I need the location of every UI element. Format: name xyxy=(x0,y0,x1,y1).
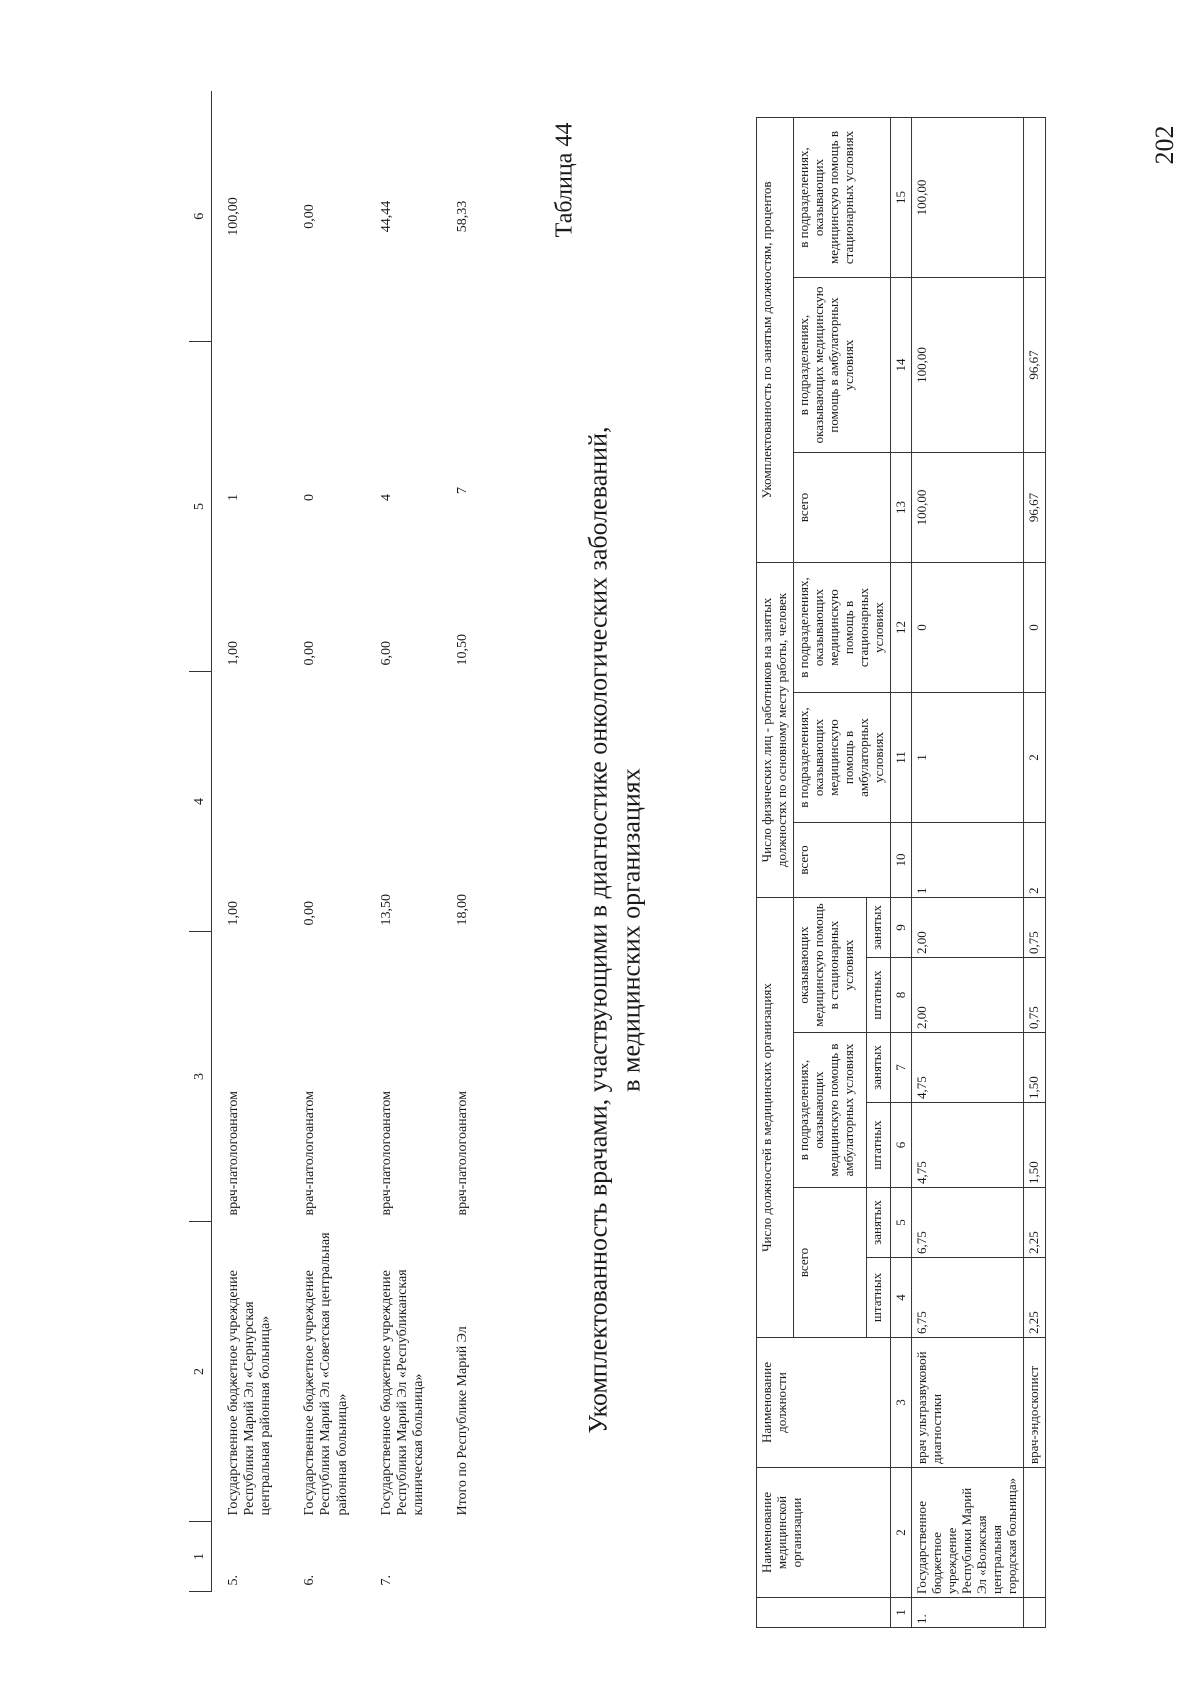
header-cell: 2 xyxy=(188,1222,211,1522)
cell-value: 2,00 xyxy=(912,958,1024,1033)
cell-value: 100,00 xyxy=(225,197,241,236)
column-number: 4 xyxy=(890,1258,912,1338)
column-number: 12 xyxy=(890,563,912,693)
cell-value: 58,33 xyxy=(454,200,470,233)
table-title-line: в медицинских организациях xyxy=(616,768,645,1092)
header-cell: 4 xyxy=(188,672,211,932)
table-row xyxy=(912,117,1024,1627)
header-occupied: занятых xyxy=(866,898,890,958)
cell-value: 18,00 xyxy=(454,894,470,926)
column-number: 10 xyxy=(890,823,912,898)
header-staffing-group: Укомплектованность по занятым должностям, процентов xyxy=(757,117,794,562)
cell-value: 1 xyxy=(912,693,1024,823)
header-cell: 3 xyxy=(188,932,211,1222)
table-row xyxy=(1024,117,1046,1627)
cell-value: 1,00 xyxy=(225,901,241,926)
cell-value: 44,44 xyxy=(378,200,394,233)
header-staffing-total: всего xyxy=(793,453,890,563)
column-number: 1 xyxy=(890,1598,912,1628)
cell-value: 10,507 xyxy=(454,487,470,666)
cell-value: 100,00 xyxy=(912,117,1024,277)
cell-value: 96,67 xyxy=(1024,453,1046,563)
cell-value: 0,00 xyxy=(301,204,317,229)
cell-value: 0,00 xyxy=(301,901,317,926)
column-number: 2 xyxy=(890,1468,912,1598)
column-number: 8 xyxy=(890,958,912,1033)
header-staff: штатных xyxy=(866,958,890,1033)
header-cell: 5 xyxy=(188,342,211,672)
position-name: врач-патологоанатом xyxy=(454,1090,470,1216)
header-occupied: занятых xyxy=(866,1033,890,1103)
header-total: всего xyxy=(793,1188,866,1338)
cell-value: 0,75 xyxy=(1024,958,1046,1033)
cell-value: 96,67 xyxy=(1024,278,1046,453)
table-label-area xyxy=(540,110,590,250)
column-number: 3 xyxy=(890,1338,912,1468)
table-row xyxy=(288,92,364,1592)
cell-value: 2,25 xyxy=(1024,1258,1046,1338)
cell-value: 2 xyxy=(1024,693,1046,823)
cell-value: 100,00 xyxy=(912,278,1024,453)
cell-value: 13,50 xyxy=(378,894,394,926)
header-persons-inp: в подразделениях, оказывающих медицинскую помощь в стационарных условиях xyxy=(793,563,890,693)
column-number: 7 xyxy=(890,1033,912,1103)
cell-value: 0,000 xyxy=(301,494,317,666)
table-row-total xyxy=(440,92,484,1592)
header-persons-amb: в подразделениях, оказывающих медицинскую помощь в амбулаторных условиях xyxy=(793,693,890,823)
org-name xyxy=(1024,1468,1046,1598)
header-staffing-inp: в подразделениях, оказывающих медицинскую помощь в стационарных условиях xyxy=(793,117,890,277)
org-name: Государственное бюджетное учреждение Республики Марий Эл «Сернурская центральная районная больница» xyxy=(225,1270,273,1516)
table-44 xyxy=(756,117,1046,1628)
header-positions-group: Число должностей в медицинских организациях xyxy=(757,898,794,1338)
org-name: Государственное бюджетное учреждение Республики Марий Эл «Волжская центральная городская больница» xyxy=(912,1468,1024,1598)
table-title-line: Укомплектованность врачами, участвующими в диагностике онкологических заболеваний, xyxy=(583,426,613,1434)
header-cell: 1 xyxy=(188,1522,211,1592)
header-persons-total: всего xyxy=(793,823,890,898)
column-number: 15 xyxy=(890,117,912,277)
header-inpatient: оказывающих медицинскую помощь в стационарных условиях xyxy=(793,898,866,1033)
page-number: 202 xyxy=(1150,125,1179,165)
header-staff: штатных xyxy=(866,1103,890,1188)
column-number: 6 xyxy=(890,1103,912,1188)
cell-value: 6,004 xyxy=(378,494,394,666)
position-name: врач-патологоанатом xyxy=(301,1090,317,1216)
column-numbers-row xyxy=(890,117,912,1627)
org-name: Государственное бюджетное учреждение Республики Марий Эл «Республиканская клиническая больница» xyxy=(378,1269,426,1516)
row-number: 6. xyxy=(301,1575,317,1586)
cell-value: 0 xyxy=(1024,563,1046,693)
continued-table xyxy=(188,92,484,1593)
table-row xyxy=(211,92,288,1592)
position-name: врач-патологоанатом xyxy=(225,1090,241,1216)
column-number: 9 xyxy=(890,898,912,958)
header-occupied: занятых xyxy=(866,1188,890,1258)
table-44-area xyxy=(646,118,1156,1628)
column-number: 14 xyxy=(890,278,912,453)
header-org: Наименование медицинской организации xyxy=(757,1468,891,1598)
table-label: Таблица 44 xyxy=(551,122,578,238)
column-number: 13 xyxy=(890,453,912,563)
continued-table-area xyxy=(191,92,477,1592)
cell-value: 1,50 xyxy=(1024,1103,1046,1188)
table-title xyxy=(583,330,648,1530)
header-persons-group: Число физических лиц - работников на занятых должностях по основному месту работы, человек xyxy=(757,563,794,898)
cell-value: 6,75 xyxy=(912,1188,1024,1258)
column-number: 11 xyxy=(890,693,912,823)
position-name: врач-патологоанатом xyxy=(378,1090,394,1216)
cell-value: 0 xyxy=(912,563,1024,693)
cell-value xyxy=(1024,117,1046,277)
row-number: 7. xyxy=(378,1575,394,1586)
cell-value: 4,75 xyxy=(912,1103,1024,1188)
cell-value: 1,50 xyxy=(1024,1033,1046,1103)
cell-value: 100,00 xyxy=(912,453,1024,563)
org-name: Итого по Республике Марий Эл xyxy=(454,1326,470,1516)
header-staffing-amb: в подразделениях, оказывающих медицинскую помощь в амбулаторных условиях xyxy=(793,278,890,453)
header-staff: штатных xyxy=(866,1258,890,1338)
row-number xyxy=(440,1522,484,1592)
position-name: врач-эндоскопист xyxy=(1024,1338,1046,1468)
header-ambulatory: в подразделениях, оказывающих медицинскую помощь в амбулаторных условиях xyxy=(793,1033,866,1188)
cell-value: 6,75 xyxy=(912,1258,1024,1338)
row-number: 1. xyxy=(912,1598,1024,1628)
cell-value: 2,25 xyxy=(1024,1188,1046,1258)
row-number xyxy=(1024,1598,1046,1628)
cell-value: 1,001 xyxy=(225,494,241,666)
position-name: врач ультразвуковой диагностики xyxy=(912,1338,1024,1468)
cell-value: 0,75 xyxy=(1024,898,1046,958)
header-cell: 6 xyxy=(188,92,211,342)
header-position: Наименование должности xyxy=(757,1338,891,1468)
cell-value: 2,00 xyxy=(912,898,1024,958)
cell-value: 1 xyxy=(912,823,1024,898)
table-row xyxy=(364,92,440,1592)
cell-value: 2 xyxy=(1024,823,1046,898)
cell-value: 4,75 xyxy=(912,1033,1024,1103)
column-number: 5 xyxy=(890,1188,912,1258)
org-name: Государственное бюджетное учреждение Республики Марий Эл «Советская центральная районная больница» xyxy=(301,1232,350,1516)
row-number: 5. xyxy=(225,1575,241,1586)
